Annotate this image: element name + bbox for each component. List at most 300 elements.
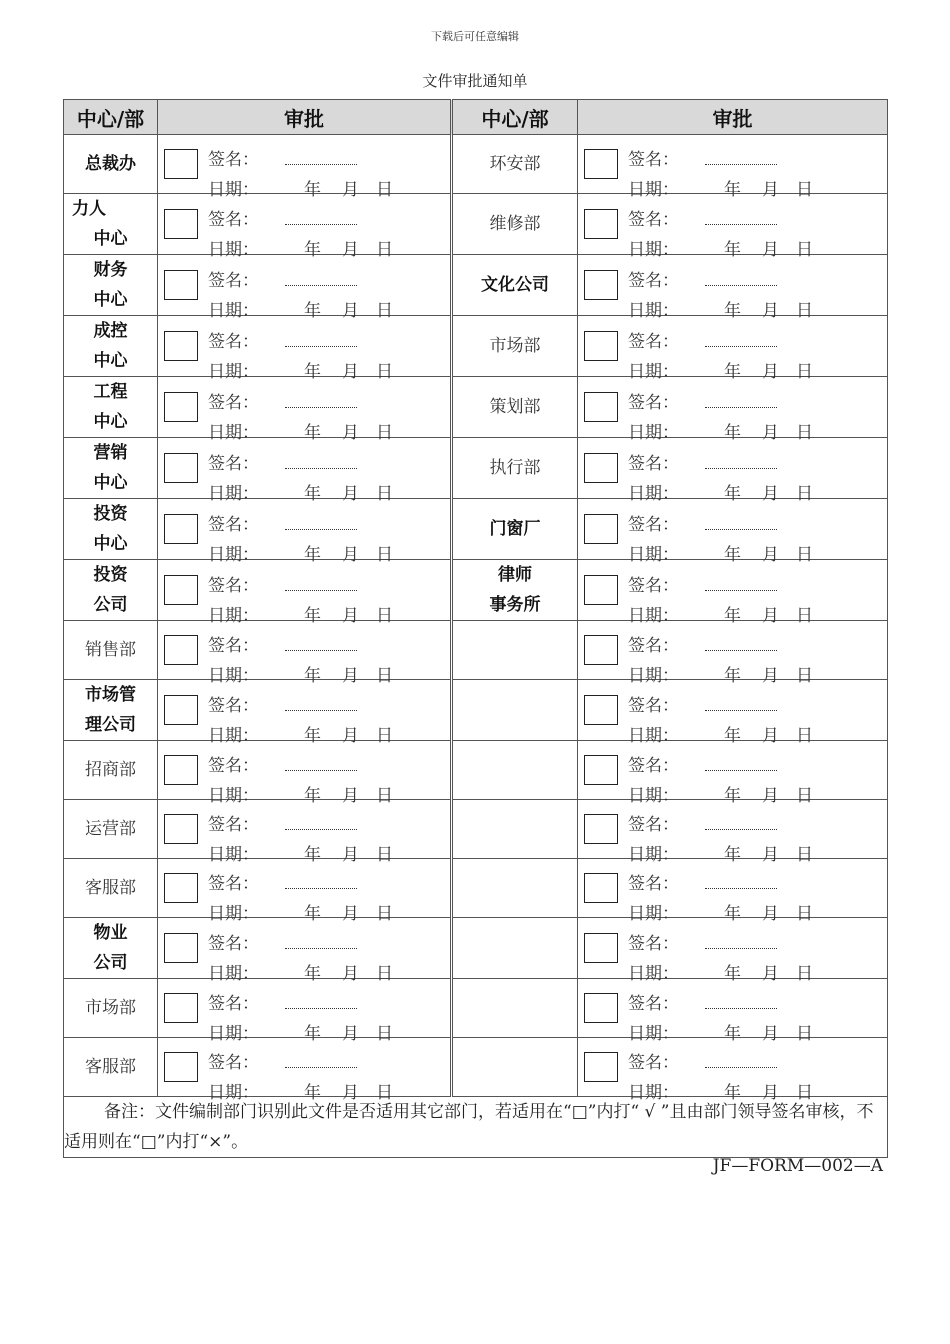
approval-checkbox[interactable] xyxy=(164,814,198,844)
date-label: 日期： xyxy=(208,1024,259,1044)
year-label: 年 xyxy=(304,240,321,260)
table-row xyxy=(64,680,888,741)
dept-name-cell xyxy=(452,918,578,979)
date-label: 日期： xyxy=(208,606,259,626)
signature-line[interactable] xyxy=(705,710,777,711)
table-row xyxy=(64,741,888,800)
month-label: 月 xyxy=(762,1083,779,1103)
day-label: 日 xyxy=(376,904,393,924)
approval-checkbox[interactable] xyxy=(584,873,618,903)
signature-label: 签名： xyxy=(208,934,259,954)
year-label: 年 xyxy=(724,180,741,200)
signature-label: 签名： xyxy=(208,454,259,474)
approval-table xyxy=(63,99,888,1158)
dept-name: 招商部 xyxy=(85,760,136,780)
year-label: 年 xyxy=(304,904,321,924)
day-label: 日 xyxy=(796,423,813,443)
approval-checkbox[interactable] xyxy=(584,149,618,179)
approval-checkbox[interactable] xyxy=(164,1052,198,1082)
dept-name: 运营部 xyxy=(85,819,136,839)
dept-name-cell xyxy=(452,560,578,621)
signature-line[interactable] xyxy=(285,710,357,711)
signature-label: 签名： xyxy=(208,994,259,1014)
month-label: 月 xyxy=(762,180,779,200)
date-label: 日期： xyxy=(208,845,259,865)
dept-name-cell xyxy=(64,680,158,741)
date-label: 日期： xyxy=(208,1083,259,1103)
signature-label: 签名： xyxy=(208,515,259,535)
signature-line[interactable] xyxy=(705,590,777,591)
day-label: 日 xyxy=(376,180,393,200)
signature-label: 签名： xyxy=(628,515,679,535)
date-label: 日期： xyxy=(208,666,259,686)
month-label: 月 xyxy=(342,423,359,443)
date-label: 日期： xyxy=(208,240,259,260)
approval-checkbox[interactable] xyxy=(584,993,618,1023)
approval-checkbox[interactable] xyxy=(584,331,618,361)
note-text: 备注：文件编制部门识别此文件是否适用其它部门，若适用在“□”内打“ √ ”且由部门领导签名审核，不适用则在“□”内打“×”。 xyxy=(64,1102,874,1152)
day-label: 日 xyxy=(376,786,393,806)
table-row xyxy=(64,560,888,621)
signature-label: 签名： xyxy=(628,393,679,413)
day-label: 日 xyxy=(796,484,813,504)
signature-label: 签名： xyxy=(628,332,679,352)
approval-cell xyxy=(158,621,452,686)
signature-line[interactable] xyxy=(285,407,357,408)
approval-cell xyxy=(578,800,888,865)
month-label: 月 xyxy=(762,240,779,260)
day-label: 日 xyxy=(376,845,393,865)
signature-line[interactable] xyxy=(285,468,357,469)
day-label: 日 xyxy=(796,1083,813,1103)
signature-line[interactable] xyxy=(705,529,777,530)
dept-name: 财务 xyxy=(93,260,128,280)
day-label: 日 xyxy=(796,240,813,260)
dept-name: 投资 xyxy=(93,504,128,524)
day-label: 日 xyxy=(376,423,393,443)
year-label: 年 xyxy=(304,606,321,626)
approval-cell xyxy=(158,741,452,806)
form-code: JF—FORM—002—A xyxy=(712,1156,883,1176)
approval-cell xyxy=(158,194,452,260)
date-label: 日期： xyxy=(628,786,679,806)
day-label: 日 xyxy=(376,964,393,984)
dept-name-cell xyxy=(64,1038,158,1097)
signature-label: 签名： xyxy=(208,210,259,230)
dept-name: 门窗厂 xyxy=(489,519,541,539)
month-label: 月 xyxy=(342,240,359,260)
day-label: 日 xyxy=(376,362,393,382)
dept-name-cell xyxy=(452,800,578,859)
year-label: 年 xyxy=(724,726,741,746)
dept-name-cell xyxy=(64,560,158,621)
table-row xyxy=(64,800,888,859)
year-label: 年 xyxy=(304,1083,321,1103)
month-label: 月 xyxy=(342,1083,359,1103)
dept-name: 投资 xyxy=(93,565,128,585)
year-label: 年 xyxy=(304,180,321,200)
month-label: 月 xyxy=(762,904,779,924)
approval-cell xyxy=(578,316,888,382)
approval-checkbox[interactable] xyxy=(164,392,198,422)
dept-name: 客服部 xyxy=(85,878,136,898)
signature-line[interactable] xyxy=(285,650,357,651)
date-label: 日期： xyxy=(208,545,259,565)
approval-checkbox[interactable] xyxy=(164,331,198,361)
dept-name-cell xyxy=(64,979,158,1038)
month-label: 月 xyxy=(762,845,779,865)
note-row xyxy=(64,1097,888,1158)
signature-line[interactable] xyxy=(285,590,357,591)
date-label: 日期： xyxy=(628,904,679,924)
approval-cell xyxy=(578,438,888,504)
month-label: 月 xyxy=(342,786,359,806)
approval-checkbox[interactable] xyxy=(584,635,618,665)
month-label: 月 xyxy=(342,666,359,686)
dept-name: 市场部 xyxy=(85,998,136,1018)
approval-checkbox[interactable] xyxy=(584,755,618,785)
signature-line[interactable] xyxy=(285,829,357,830)
dept-name: 环安部 xyxy=(489,154,541,174)
dept-name: 策划部 xyxy=(489,397,541,417)
approval-checkbox[interactable] xyxy=(164,695,198,725)
year-label: 年 xyxy=(724,301,741,321)
signature-label: 签名： xyxy=(208,874,259,894)
day-label: 日 xyxy=(796,845,813,865)
signature-label: 签名： xyxy=(628,636,679,656)
month-label: 月 xyxy=(762,726,779,746)
year-label: 年 xyxy=(724,845,741,865)
day-label: 日 xyxy=(376,666,393,686)
date-label: 日期： xyxy=(628,362,679,382)
approval-checkbox[interactable] xyxy=(584,453,618,483)
signature-line[interactable] xyxy=(705,1067,777,1068)
table-row xyxy=(64,621,888,680)
dept-name-cell xyxy=(64,255,158,316)
date-label: 日期： xyxy=(628,1024,679,1044)
day-label: 日 xyxy=(796,180,813,200)
year-label: 年 xyxy=(724,423,741,443)
day-label: 日 xyxy=(796,904,813,924)
approval-checkbox[interactable] xyxy=(584,1052,618,1082)
approval-checkbox[interactable] xyxy=(584,209,618,239)
table-row xyxy=(64,918,888,979)
month-label: 月 xyxy=(342,180,359,200)
header-dept-right: 中心/部 xyxy=(452,100,578,135)
month-label: 月 xyxy=(762,423,779,443)
signature-line[interactable] xyxy=(705,1008,777,1009)
signature-line[interactable] xyxy=(705,285,777,286)
dept-name-cell xyxy=(64,621,158,680)
signature-label: 签名： xyxy=(208,393,259,413)
dept-name-cell xyxy=(452,255,578,316)
approval-cell xyxy=(158,438,452,504)
approval-cell xyxy=(578,680,888,746)
table-row xyxy=(64,499,888,560)
approval-checkbox[interactable] xyxy=(164,635,198,665)
day-label: 日 xyxy=(796,726,813,746)
table-row xyxy=(64,438,888,499)
day-label: 日 xyxy=(796,362,813,382)
dept-name-cell xyxy=(452,438,578,499)
year-label: 年 xyxy=(304,964,321,984)
signature-line[interactable] xyxy=(285,1008,357,1009)
signature-label: 签名： xyxy=(628,696,679,716)
table-header-row xyxy=(64,100,888,135)
signature-label: 签名： xyxy=(208,1053,259,1073)
dept-name-cell xyxy=(452,741,578,800)
signature-line[interactable] xyxy=(705,770,777,771)
dept-name: 客服部 xyxy=(85,1057,136,1077)
day-label: 日 xyxy=(376,606,393,626)
signature-label: 签名： xyxy=(628,454,679,474)
table-row xyxy=(64,377,888,438)
dept-name-cell xyxy=(452,979,578,1038)
date-label: 日期： xyxy=(628,845,679,865)
year-label: 年 xyxy=(724,666,741,686)
dept-name: 理公司 xyxy=(85,715,136,735)
signature-line[interactable] xyxy=(705,407,777,408)
signature-line[interactable] xyxy=(285,346,357,347)
date-label: 日期： xyxy=(208,301,259,321)
dept-name-cell xyxy=(64,135,158,194)
dept-name: 物业 xyxy=(93,923,128,943)
dept-name-cell xyxy=(64,316,158,377)
dept-name: 中心 xyxy=(93,412,128,432)
dept-name: 力人 xyxy=(72,199,106,219)
month-label: 月 xyxy=(762,606,779,626)
dept-name: 销售部 xyxy=(85,640,136,660)
date-label: 日期： xyxy=(208,180,259,200)
approval-cell xyxy=(578,560,888,626)
dept-name: 执行部 xyxy=(489,458,541,478)
signature-label: 签名： xyxy=(208,332,259,352)
date-label: 日期： xyxy=(628,726,679,746)
signature-label: 签名： xyxy=(208,696,259,716)
dept-name: 律师 xyxy=(498,565,532,585)
signature-line[interactable] xyxy=(285,164,357,165)
table-row xyxy=(64,1038,888,1097)
date-label: 日期： xyxy=(628,666,679,686)
approval-cell xyxy=(578,377,888,443)
year-label: 年 xyxy=(304,1024,321,1044)
table-row xyxy=(64,135,888,194)
table-row xyxy=(64,316,888,377)
dept-name: 文化公司 xyxy=(481,275,549,295)
dept-name: 工程 xyxy=(93,382,128,402)
year-label: 年 xyxy=(724,1083,741,1103)
date-label: 日期： xyxy=(628,301,679,321)
approval-checkbox[interactable] xyxy=(584,695,618,725)
dept-name: 公司 xyxy=(93,953,128,973)
dept-name: 维修部 xyxy=(489,214,541,234)
dept-name-cell xyxy=(64,499,158,560)
approval-checkbox[interactable] xyxy=(164,755,198,785)
dept-name: 事务所 xyxy=(489,595,541,615)
approval-checkbox[interactable] xyxy=(164,575,198,605)
approval-checkbox[interactable] xyxy=(164,873,198,903)
approval-checkbox[interactable] xyxy=(164,270,198,300)
approval-cell xyxy=(578,741,888,806)
approval-cell xyxy=(158,316,452,382)
header-approval-left: 审批 xyxy=(158,100,452,135)
table-row xyxy=(64,194,888,255)
date-label: 日期： xyxy=(628,545,679,565)
signature-label: 签名： xyxy=(628,994,679,1014)
signature-label: 签名： xyxy=(208,271,259,291)
day-label: 日 xyxy=(376,726,393,746)
approval-checkbox[interactable] xyxy=(584,933,618,963)
signature-line[interactable] xyxy=(285,285,357,286)
signature-line[interactable] xyxy=(285,948,357,949)
month-label: 月 xyxy=(762,362,779,382)
dept-name-cell xyxy=(64,800,158,859)
date-label: 日期： xyxy=(208,964,259,984)
month-label: 月 xyxy=(342,606,359,626)
approval-cell xyxy=(158,918,452,984)
year-label: 年 xyxy=(724,786,741,806)
signature-line[interactable] xyxy=(285,529,357,530)
date-label: 日期： xyxy=(628,180,679,200)
approval-checkbox[interactable] xyxy=(584,575,618,605)
day-label: 日 xyxy=(796,606,813,626)
signature-label: 签名： xyxy=(628,874,679,894)
signature-line[interactable] xyxy=(705,948,777,949)
date-label: 日期： xyxy=(628,240,679,260)
signature-label: 签名： xyxy=(628,210,679,230)
year-label: 年 xyxy=(304,362,321,382)
approval-checkbox[interactable] xyxy=(584,514,618,544)
signature-label: 签名： xyxy=(628,1053,679,1073)
day-label: 日 xyxy=(376,301,393,321)
date-label: 日期： xyxy=(208,484,259,504)
date-label: 日期： xyxy=(208,726,259,746)
signature-line[interactable] xyxy=(705,346,777,347)
document-title: 文件审批通知单 xyxy=(422,72,528,90)
dept-name: 中心 xyxy=(93,534,128,554)
dept-name-cell xyxy=(452,194,578,255)
signature-line[interactable] xyxy=(705,829,777,830)
year-label: 年 xyxy=(724,240,741,260)
table-row xyxy=(64,979,888,1038)
approval-checkbox[interactable] xyxy=(164,149,198,179)
approval-cell xyxy=(578,194,888,260)
date-label: 日期： xyxy=(628,423,679,443)
dept-name: 成控 xyxy=(93,321,128,341)
approval-cell xyxy=(578,979,888,1044)
approval-checkbox[interactable] xyxy=(164,209,198,239)
signature-line[interactable] xyxy=(285,224,357,225)
year-label: 年 xyxy=(304,301,321,321)
year-label: 年 xyxy=(724,904,741,924)
approval-cell xyxy=(578,918,888,984)
year-label: 年 xyxy=(724,545,741,565)
dept-name: 中心 xyxy=(93,229,128,249)
year-label: 年 xyxy=(724,362,741,382)
month-label: 月 xyxy=(342,904,359,924)
dept-name: 中心 xyxy=(93,351,128,371)
month-label: 月 xyxy=(762,1024,779,1044)
dept-name: 营销 xyxy=(93,443,128,463)
signature-line[interactable] xyxy=(285,1067,357,1068)
header-dept-left: 中心/部 xyxy=(64,100,158,135)
year-label: 年 xyxy=(304,484,321,504)
signature-line[interactable] xyxy=(705,224,777,225)
date-label: 日期： xyxy=(208,786,259,806)
signature-line[interactable] xyxy=(285,888,357,889)
dept-name-cell xyxy=(64,741,158,800)
signature-label: 签名： xyxy=(628,576,679,596)
signature-line[interactable] xyxy=(705,888,777,889)
approval-checkbox[interactable] xyxy=(164,933,198,963)
dept-name-cell xyxy=(452,859,578,918)
approval-cell xyxy=(578,621,888,686)
month-label: 月 xyxy=(342,726,359,746)
approval-checkbox[interactable] xyxy=(164,514,198,544)
signature-label: 签名： xyxy=(628,815,679,835)
signature-line[interactable] xyxy=(285,770,357,771)
date-label: 日期： xyxy=(208,362,259,382)
year-label: 年 xyxy=(724,606,741,626)
approval-cell xyxy=(158,499,452,565)
dept-name-cell xyxy=(452,316,578,377)
approval-cell xyxy=(578,499,888,565)
signature-line[interactable] xyxy=(705,164,777,165)
month-label: 月 xyxy=(762,964,779,984)
year-label: 年 xyxy=(304,726,321,746)
date-label: 日期： xyxy=(628,606,679,626)
approval-checkbox[interactable] xyxy=(584,270,618,300)
signature-label: 签名： xyxy=(628,271,679,291)
header-approval-right: 审批 xyxy=(578,100,888,135)
signature-label: 签名： xyxy=(208,150,259,170)
dept-name-cell xyxy=(64,438,158,499)
day-label: 日 xyxy=(796,545,813,565)
dept-name-cell xyxy=(452,1038,578,1097)
date-label: 日期： xyxy=(208,904,259,924)
approval-cell xyxy=(578,1038,888,1103)
approval-checkbox[interactable] xyxy=(164,993,198,1023)
dept-name: 公司 xyxy=(93,595,128,615)
signature-label: 签名： xyxy=(628,150,679,170)
date-label: 日期： xyxy=(628,964,679,984)
day-label: 日 xyxy=(796,666,813,686)
dept-name-cell xyxy=(452,135,578,194)
approval-cell xyxy=(158,255,452,321)
day-label: 日 xyxy=(376,1083,393,1103)
table-row xyxy=(64,255,888,316)
day-label: 日 xyxy=(376,484,393,504)
month-label: 月 xyxy=(342,301,359,321)
approval-checkbox[interactable] xyxy=(584,814,618,844)
dept-name-cell xyxy=(452,621,578,680)
day-label: 日 xyxy=(376,240,393,260)
year-label: 年 xyxy=(304,786,321,806)
dept-name: 总裁办 xyxy=(85,154,136,174)
dept-name-cell xyxy=(452,499,578,560)
signature-line[interactable] xyxy=(705,650,777,651)
dept-name-cell xyxy=(452,377,578,438)
approval-cell xyxy=(158,135,452,200)
approval-checkbox[interactable] xyxy=(584,392,618,422)
signature-line[interactable] xyxy=(705,468,777,469)
approval-checkbox[interactable] xyxy=(164,453,198,483)
approval-cell xyxy=(578,255,888,321)
year-label: 年 xyxy=(304,666,321,686)
day-label: 日 xyxy=(796,1024,813,1044)
dept-name-cell xyxy=(64,377,158,438)
month-label: 月 xyxy=(762,786,779,806)
